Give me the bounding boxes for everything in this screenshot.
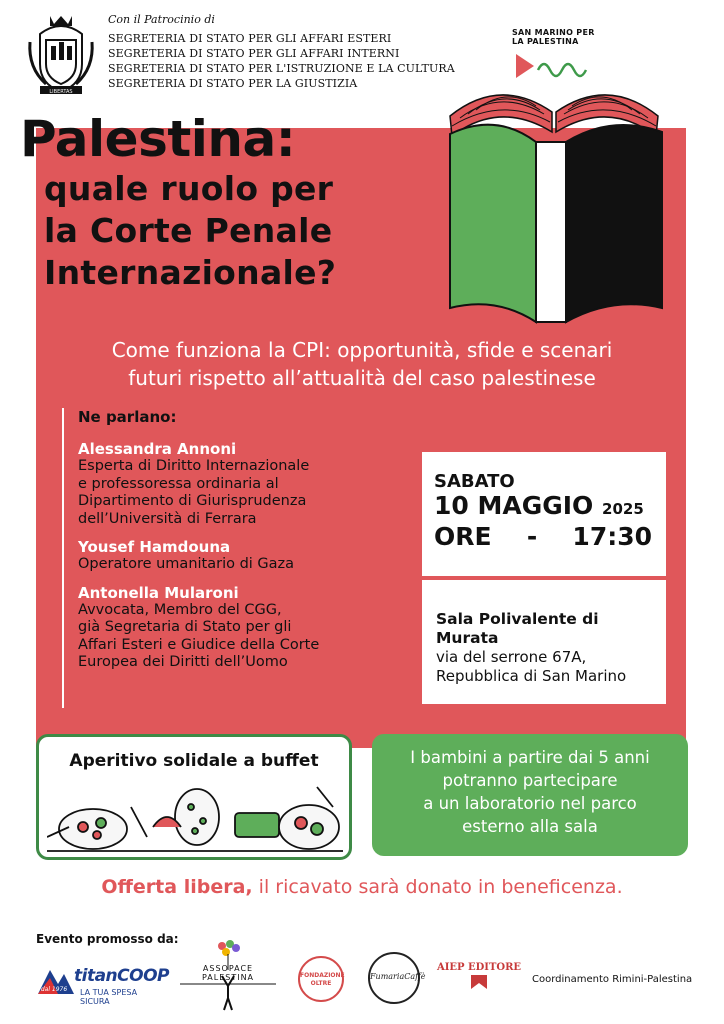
title-line: la Corte Penale [44, 211, 333, 250]
date-box [422, 452, 666, 576]
offer-rest: il ricavato sarà donato in beneficenza. [252, 876, 623, 898]
assopace-palestina-logo [178, 940, 278, 1014]
buffet-label: Aperitivo solidale a buffet [69, 751, 319, 771]
speaker-desc: già Segretaria di Stato per gli [78, 619, 292, 635]
kids-line: esterno alla sala [462, 817, 598, 836]
svg-text:dal 1976: dal 1976 [40, 986, 68, 993]
titancoop-logo [36, 960, 169, 1006]
san-marino-crest-icon [26, 12, 96, 98]
subtitle-line: futuri rispetto all’attualità del caso palestinese [128, 366, 596, 390]
brand-line1: SAN MARINO PER [512, 28, 595, 37]
patronage-line: SEGRETERIA DI STATO PER GLI AFFARI INTERNI [108, 47, 400, 60]
venue-address: via del serrone 67A, [436, 648, 587, 666]
speaker-desc: e professoressa ordinaria al [78, 475, 279, 492]
time-label: ORE [434, 522, 492, 551]
fumaria-text: FumariaCaffè [370, 972, 426, 981]
fondazione-text: FONDAZIONE OLTRE [300, 972, 345, 987]
event-date [434, 492, 666, 523]
event-year: 2025 [602, 500, 644, 518]
event-subtitle [40, 336, 684, 392]
kids-line: a un laboratorio nel parco [423, 794, 637, 813]
patronage-line: SEGRETERIA DI STATO PER LA GIUSTIZIA [108, 77, 358, 90]
titancoop-tagline: LA TUA SPESA SICURA [80, 988, 138, 1006]
title-line: Internazionale? [44, 253, 337, 292]
speaker-desc: Esperta di Diritto Internazionale [78, 458, 310, 474]
speaker-desc: Affari Esteri e Giudice della Corte [78, 636, 320, 653]
palestine-flag-book-icon [440, 56, 670, 328]
aiep-editore-logo [436, 962, 522, 1002]
kids-line: potranno partecipare [442, 771, 618, 790]
speaker-desc: Dipartimento di Giurisprudenza [78, 493, 307, 509]
speaker-name: Antonella Mularoni [78, 583, 239, 602]
fumaria-caffe-logo [368, 952, 426, 1004]
kids-line: I bambini a partire dai 5 anni [410, 748, 650, 767]
venue-box [422, 580, 666, 704]
venue-name: Sala Polivalente di Murata [436, 610, 599, 647]
titancoop-mark-icon [36, 960, 76, 1000]
speaker-name: Alessandra Annoni [78, 440, 237, 458]
fondazione-oltre-logo [298, 956, 344, 1002]
buffet-box [36, 734, 352, 860]
titancoop-name: titanCOOP [74, 966, 169, 986]
subtitle-line: Come funziona la CPI: opportunità, sfide e scenari [111, 338, 613, 362]
patronage-line: SEGRETERIA DI STATO PER L'ISTRUZIONE E LA CULTURA [108, 62, 455, 75]
speaker-item [78, 538, 392, 574]
promoter-logos [0, 940, 724, 1020]
time-separator: - [526, 522, 538, 551]
aiep-text: AIEP EDITORE [436, 962, 522, 973]
speaker-desc: Operatore umanitario di Gaza [78, 556, 295, 572]
speakers-section [62, 408, 392, 708]
aiep-mark-icon [469, 973, 489, 991]
event-day: SABATO [434, 471, 515, 492]
event-time [434, 523, 652, 551]
offer-note [0, 876, 724, 898]
title-main: Palestina: [20, 110, 296, 168]
coordinamento-rimini-palestina-logo: Coordinamento Rimini-Palestina [532, 974, 693, 985]
speaker-item [78, 584, 392, 672]
speaker-desc: dell’Università di Ferrara [78, 510, 257, 527]
kids-box [372, 734, 688, 856]
patronage-line: SEGRETERIA DI STATO PER GLI AFFARI ESTERI [108, 32, 392, 45]
venue-address: Repubblica di San Marino [436, 667, 627, 685]
offer-bold: Offerta libera, [101, 876, 253, 898]
speaker-item [78, 440, 392, 528]
assopace-text: ASSOPACE PALESTINA [201, 964, 255, 982]
food-illustration-icon [47, 777, 343, 857]
speakers-heading: Ne parlano: [78, 408, 177, 426]
title-line: quale ruolo per [44, 169, 334, 208]
event-date-text: 10 MAGGIO [434, 491, 594, 520]
speaker-desc: Avvocata, Membro del CGG, [78, 601, 282, 618]
patronage-block [108, 12, 455, 91]
promoted-by-label: Evento promosso da: [36, 932, 179, 946]
speaker-desc: Europea dei Diritti dell’Uomo [78, 654, 288, 670]
time-value: 17:30 [572, 522, 652, 551]
svg-text:LIBERTAS: LIBERTAS [49, 89, 73, 95]
speaker-name: Yousef Hamdouna [78, 538, 231, 556]
brand-line2: LA PALESTINA [512, 37, 579, 46]
patronage-intro: Con il Patrocinio di [108, 13, 215, 26]
event-title [20, 110, 336, 294]
